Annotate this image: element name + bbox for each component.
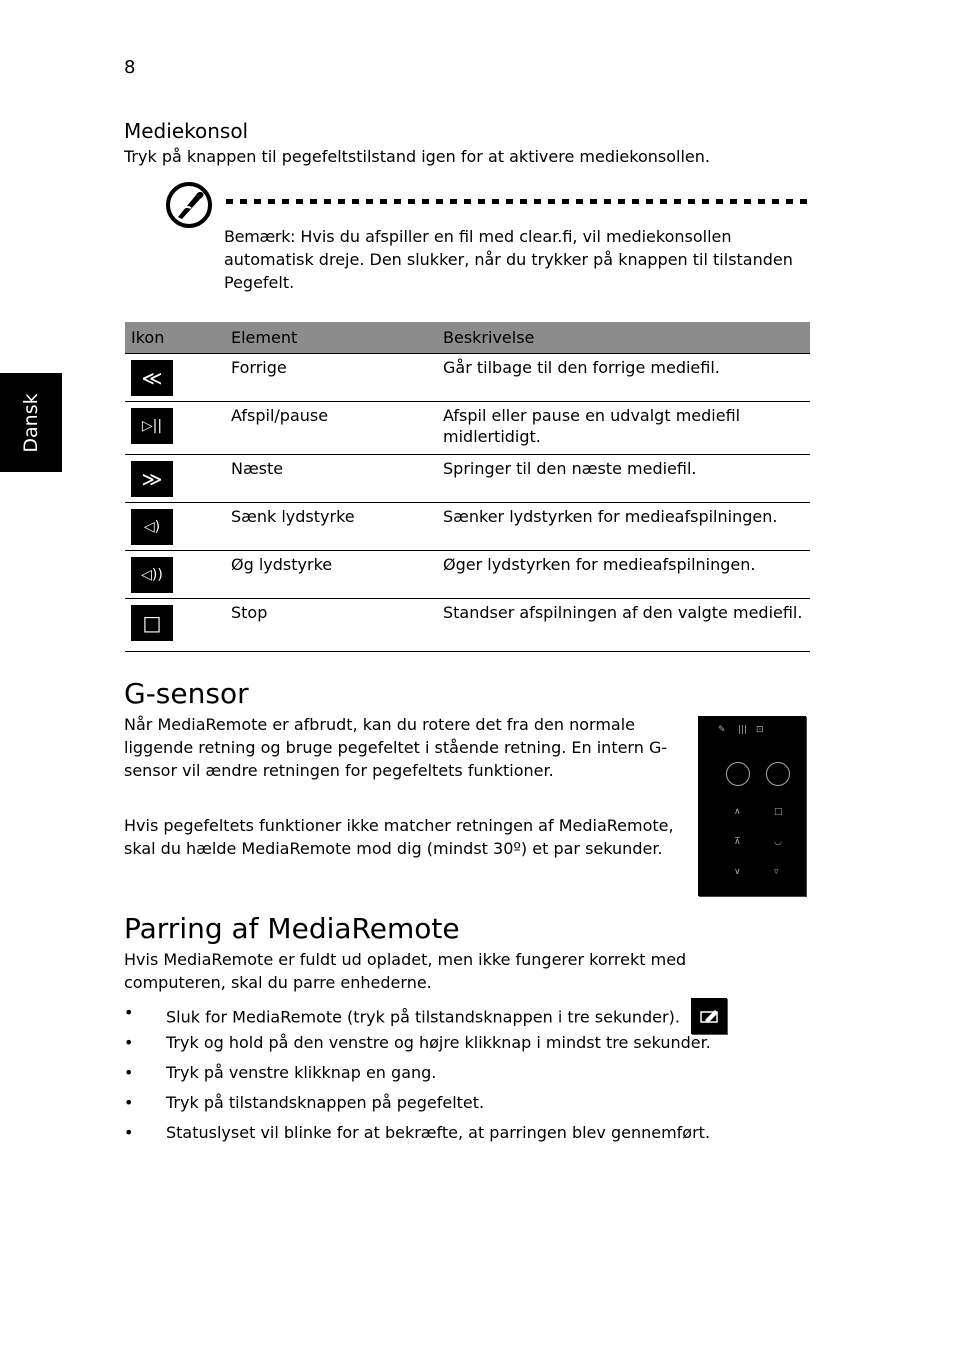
stop-icon: □ [131, 605, 173, 641]
bullet: • [124, 1123, 134, 1142]
note-body: Hvis du afspiller en fil med clear.fi, vil mediekonsollen automatisk dreje. Den slukker, når du trykker på knappen til tilstanden Pegefelt. [224, 227, 793, 292]
row-description: Går tilbage til den forrige mediefil. [437, 354, 810, 402]
media-console-table [125, 322, 810, 652]
skip-icon: ⊼ [734, 837, 741, 847]
square-icon: □ [774, 807, 783, 817]
row-description: Springer til den næste mediefil. [437, 455, 810, 503]
row-element: Sænk lydstyrke [225, 503, 437, 551]
step-text: Sluk for MediaRemote (tryk på tilstandsknappen i tre sekunder). [166, 1007, 680, 1027]
volume-up-icon: ◁)) [131, 557, 173, 593]
mode-icon: ✎ [718, 725, 726, 735]
header-element: Element [225, 322, 437, 354]
list-item [124, 1000, 727, 1030]
mediekonsol-heading: Mediekonsol [124, 119, 249, 143]
speaker-icon: ◡ [774, 837, 782, 847]
gsensor-paragraph-1: Når MediaRemote er afbrudt, kan du rotere det fra den normale liggende retning og bruge pegefeltet i stående retning. En intern G-sensor vil ændre retningen for pegefeltets funktioner. [124, 715, 668, 780]
header-description: Beskrivelse [437, 322, 810, 354]
row-element: Øg lydstyrke [225, 551, 437, 599]
mediaremote-portrait-image [698, 716, 806, 896]
note-divider [226, 199, 810, 204]
table-row [125, 551, 810, 599]
row-element: Stop [225, 599, 437, 652]
speaker-small-icon: ▿ [774, 867, 779, 877]
note-label: Bemærk: [224, 227, 296, 246]
down-icon: ∨ [734, 867, 741, 877]
table-header-row [125, 322, 810, 354]
table-row [125, 455, 810, 503]
next-icon: ≫ [131, 461, 173, 497]
row-description: Sænker lydstyrken for medieafspilningen. [437, 503, 810, 551]
list-item [124, 1030, 727, 1060]
row-description: Afspil eller pause en udvalgt mediefil midlertidigt. [437, 402, 810, 455]
row-description: Øger lydstyrken for medieafspilningen. [437, 551, 810, 599]
table-row [125, 503, 810, 551]
language-side-tab [0, 373, 62, 472]
bullet: • [124, 1093, 134, 1112]
bullet: • [124, 1033, 134, 1052]
list-item [124, 1060, 727, 1090]
bullet: • [124, 1063, 134, 1082]
gsensor-paragraph-2: Hvis pegefeltets funktioner ikke matcher retningen af MediaRemote, skal du hælde MediaRemote mod dig (mindst 30º) et par sekunder. [124, 816, 674, 858]
disc-left-icon [726, 762, 750, 786]
table-row [125, 402, 810, 455]
step-text: Statuslyset vil blinke for at bekræfte, at parringen blev gennemført. [166, 1123, 711, 1142]
row-element: Afspil/pause [225, 402, 437, 455]
volume-down-icon: ◁) [131, 509, 173, 545]
row-description: Standser afspilningen af den valgte mediefil. [437, 599, 810, 652]
mode-button-icon [691, 998, 727, 1034]
gsensor-heading: G-sensor [124, 677, 249, 710]
page-number: 8 [124, 57, 136, 78]
settings-icon: ⊡ [756, 725, 764, 735]
list-item [124, 1090, 727, 1120]
header-icon: Ikon [125, 322, 225, 354]
previous-icon: ≪ [131, 360, 173, 396]
step-text: Tryk og hold på den venstre og højre klikknap i mindst tre sekunder. [166, 1033, 711, 1052]
table-row [125, 599, 810, 652]
up-icon: ∧ [734, 807, 741, 817]
mediekonsol-text: Tryk på knappen til pegefeltstilstand igen for at aktivere mediekonsollen. [124, 147, 710, 166]
pairing-steps-list [124, 1000, 727, 1150]
list-item [124, 1120, 727, 1150]
row-element: Forrige [225, 354, 437, 402]
step-text: Tryk på venstre klikknap en gang. [166, 1063, 437, 1082]
parring-heading: Parring af MediaRemote [124, 912, 460, 945]
side-tab-label: Dansk [20, 392, 42, 453]
bullet: • [124, 1003, 134, 1022]
note-text [224, 225, 804, 294]
row-element: Næste [225, 455, 437, 503]
table-row [125, 354, 810, 402]
disc-right-icon [766, 762, 790, 786]
bars-icon: ||| [738, 725, 748, 735]
parring-text: Hvis MediaRemote er fuldt ud opladet, men ikke fungerer korrekt med computeren, skal du parre enhederne. [124, 950, 687, 992]
play-pause-icon: ▷|| [131, 408, 173, 444]
step-text: Tryk på tilstandsknappen på pegefeltet. [166, 1093, 485, 1112]
note-pen-icon [165, 181, 213, 229]
